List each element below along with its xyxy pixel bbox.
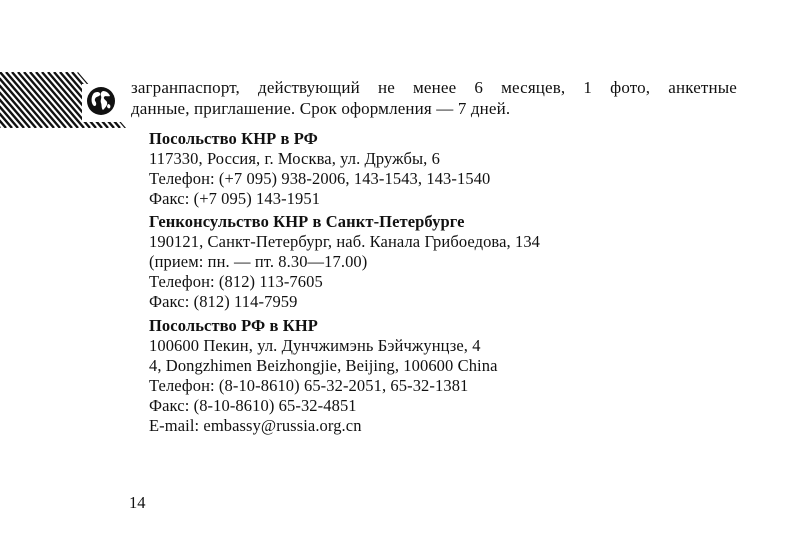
contact-phone: Телефон: (+7 095) 938-2006, 143-1543, 143-1540: [149, 169, 491, 188]
contact-fax: Факс: (8-10-8610) 65-32-4851: [149, 396, 357, 415]
contact-title: Посольство КНР в РФ: [149, 129, 318, 148]
intro-line-2: данные, приглашение. Срок оформления — 7 дней.: [131, 99, 511, 118]
contact-block-embassy-russia-in-china: [149, 316, 498, 436]
contact-hours: (прием: пн. — пт. 8.30—17.00): [149, 252, 368, 271]
contact-block-embassy-china-in-russia: [149, 129, 490, 209]
intro-paragraph: [131, 77, 737, 119]
contact-title: Посольство РФ в КНР: [149, 316, 318, 335]
contact-phone: Телефон: (812) 113-7605: [149, 272, 323, 291]
contact-block-consulate-china-spb: [149, 212, 540, 312]
contact-title: Генконсульство КНР в Санкт-Петербурге: [149, 212, 465, 231]
globe-icon: [86, 86, 116, 116]
contact-address: 117330, Россия, г. Москва, ул. Дружбы, 6: [149, 149, 440, 168]
contact-address: 100600 Пекин, ул. Дунчжимэнь Бэйчжунцзе, 4: [149, 336, 481, 355]
contact-phone: Телефон: (8-10-8610) 65-32-2051, 65-32-1381: [149, 376, 469, 395]
intro-line-1: загранпаспорт, действующий не менее 6 месяцев, 1 фото, анкетные: [131, 78, 737, 97]
contact-address-latin: 4, Dongzhimen Beizhongjie, Beijing, 100600 China: [149, 356, 498, 375]
contact-fax: Факс: (+7 095) 143-1951: [149, 189, 321, 208]
contact-address: 190121, Санкт-Петербург, наб. Канала Грибоедова, 134: [149, 232, 541, 251]
page-number: 14: [129, 493, 146, 512]
contact-email: E-mail: embassy@russia.org.cn: [149, 416, 362, 435]
contact-fax: Факс: (812) 114-7959: [149, 292, 298, 311]
